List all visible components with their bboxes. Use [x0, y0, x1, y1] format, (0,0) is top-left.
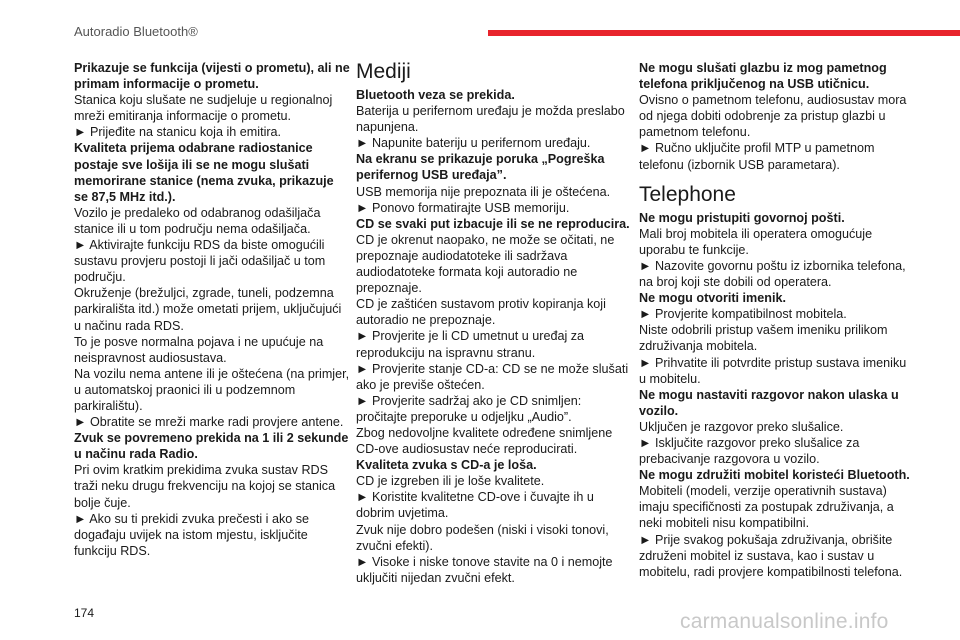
body-paragraph: Na vozilu nema antene ili je oštećena (na primjer, u automatskoj praonici ili u podzemnom parkiralištu). — [74, 366, 350, 413]
body-paragraph: Okruženje (brežuljci, zgrade, tuneli, podzemna parkirališta itd.) može ometati prijem, uključujući u načinu rada RDS. — [74, 286, 342, 333]
body-paragraph: Ovisno o pametnom telefonu, audiosustav mora od njega dobiti odobrenje za pristup glazbi u pametnom telefonu. — [639, 93, 907, 140]
body-paragraph: Uključen je razgovor preko slušalice. — [639, 419, 844, 434]
question-heading: Ne mogu pristupiti govornoj pošti. — [639, 210, 845, 225]
body-paragraph: Vozilo je predaleko od odabranog odašiljača stanice ili u tom području nema odašiljača. — [74, 205, 321, 236]
body-paragraph: Niste odobrili pristup vašem imeniku prilikom združivanja mobitela. — [639, 323, 888, 354]
body-paragraph: ► Koristite kvalitetne CD-ove i čuvajte ih u dobrim uvjetima. — [356, 490, 594, 521]
body-paragraph: ► Obratite se mreži marke radi provjere antene. — [74, 415, 344, 430]
column-radio — [74, 60, 350, 559]
question-heading: Bluetooth veza se prekida. — [356, 88, 515, 102]
body-paragraph: Stanica koju slušate ne sudjeluje u regionalnoj mreži emitiranja informacije o prometu. — [74, 93, 333, 124]
body-paragraph: ► Provjerite stanje CD-a: CD se ne može slušati ako je previše oštećen. — [356, 361, 629, 392]
body-paragraph: ► Isključite razgovor preko slušalice za prebacivanje razgovora u vozilo. — [639, 435, 860, 467]
question-heading: CD se svaki put izbacuje ili se ne reproducira. — [356, 216, 630, 231]
body-paragraph: ► Provjerite je li CD umetnut u uređaj za reprodukciju na ispravnu stranu. — [356, 329, 585, 360]
body-paragraph: CD je zaštićen sustavom protiv kopiranja koji autoradio ne prepoznaje. — [356, 297, 606, 328]
body-paragraph: ► Prije svakog pokušaja združivanja, obrišite združeni mobitel iz sustava, kao i sustav u mobitelu, radi provjere kompatibilnosti telefona. — [639, 532, 903, 579]
body-paragraph: To je posve normalna pojava i ne upućuje na neispravnost audiosustava. — [74, 334, 324, 365]
question-heading: Ne mogu nastaviti razgovor nakon ulaska u vozilo. — [639, 387, 899, 418]
watermark: carmanualsonline.info — [680, 610, 889, 633]
body-paragraph: Mali broj mobitela ili operatera omogućuje uporabu te funkcije. — [639, 226, 873, 257]
body-paragraph: ► Nazovite govornu poštu iz izbornika telefona, na broj koji ste dobili od operatera. — [639, 258, 906, 290]
section-heading-telephone: Telephone — [639, 182, 736, 206]
body-paragraph: ► Prihvatite ili potvrdite pristup sustava imeniku u mobitelu. — [639, 355, 907, 386]
column-telephone — [639, 60, 915, 580]
body-paragraph: ► Visoke i niske tonove stavite na 0 i nemojte uključiti nijedan zvučni efekt. — [356, 554, 613, 585]
question-heading: Prikazuje se funkcija (vijesti o prometu), ali ne primam informacije o prometu. — [74, 61, 350, 92]
question-heading: Kvaliteta zvuka s CD-a je loša. — [356, 458, 537, 473]
body-paragraph: ► Provjerite kompatibilnost mobitela. — [639, 307, 847, 322]
body-paragraph: ► Ako su ti prekidi zvuka prečesti i ako se događaju uvijek na istom mjestu, isključite funkciju RDS. — [74, 511, 310, 558]
body-paragraph: ► Aktivirajte funkciju RDS da biste omogućili sustavu provjeru postoji li jači odašiljač u tom području. — [74, 238, 326, 285]
body-paragraph: USB memorija nije prepoznata ili je oštećena. — [356, 184, 611, 199]
body-paragraph: CD je izgreben ili je loše kvalitete. — [356, 474, 545, 489]
body-paragraph: ► Napunite bateriju u perifernom uređaju. — [356, 136, 591, 151]
column-media — [356, 60, 632, 586]
body-paragraph: ► Provjerite sadržaj ako je CD snimljen: pročitajte preporuke u odjeljku „Audio”. — [356, 393, 582, 424]
question-heading: Ne mogu slušati glazbu iz mog pametnog telefona priključenog na USB utičnicu. — [639, 61, 887, 92]
body-paragraph: Zbog nedovoljne kvalitete određene snimljene CD-ove audiosustav neće reproducirati. — [356, 425, 613, 457]
header-accent-bar — [488, 30, 960, 36]
page-number: 174 — [74, 606, 95, 620]
header-title: Autoradio Bluetooth® — [74, 24, 198, 39]
body-paragraph: ► Ručno uključite profil MTP u pametnom telefonu (izbornik USB parametara). — [639, 141, 875, 172]
body-paragraph: ► Prijeđite na stanicu koja ih emitira. — [74, 125, 282, 140]
body-paragraph: CD je okrenut naopako, ne može se očitati, ne prepoznaje audiodatoteke ili sadržava audiodatoteke formata koji autoradio ne prepoznaje. — [356, 232, 615, 296]
question-heading: Ne mogu združiti mobitel koristeći Bluetooth. — [639, 468, 910, 483]
question-heading: Zvuk se povremeno prekida na 1 ili 2 sekunde u načinu rada Radio. — [74, 431, 349, 462]
question-heading: Ne mogu otvoriti imenik. — [639, 291, 786, 306]
body-paragraph: Zvuk nije dobro podešen (niski i visoki tonovi, zvučni efekti). — [356, 522, 609, 553]
question-heading: Kvaliteta prijema odabrane radiostanice postaje sve lošija ili se ne mogu slušati memorirane stanice (nema zvuka, prikazuje se 87,5 MHz itd.). — [74, 141, 334, 204]
body-paragraph: Pri ovim kratkim prekidima zvuka sustav RDS traži neku drugu frekvenciju na kojoj se stanica bolje čuje. — [74, 463, 336, 510]
question-heading: Na ekranu se prikazuje poruka „Pogreška perifernog USB uređaja”. — [356, 152, 605, 183]
body-paragraph: Baterija u perifernom uređaju je možda preslabo napunjena. — [356, 104, 625, 135]
body-paragraph: ► Ponovo formatirajte USB memoriju. — [356, 200, 570, 215]
body-paragraph: Mobiteli (modeli, verzije operativnih sustava) imaju specifičnosti za postupak združivanja, a neki mobiteli nisu kompatibilni. — [639, 484, 894, 531]
section-heading-media: Mediji — [356, 60, 411, 83]
